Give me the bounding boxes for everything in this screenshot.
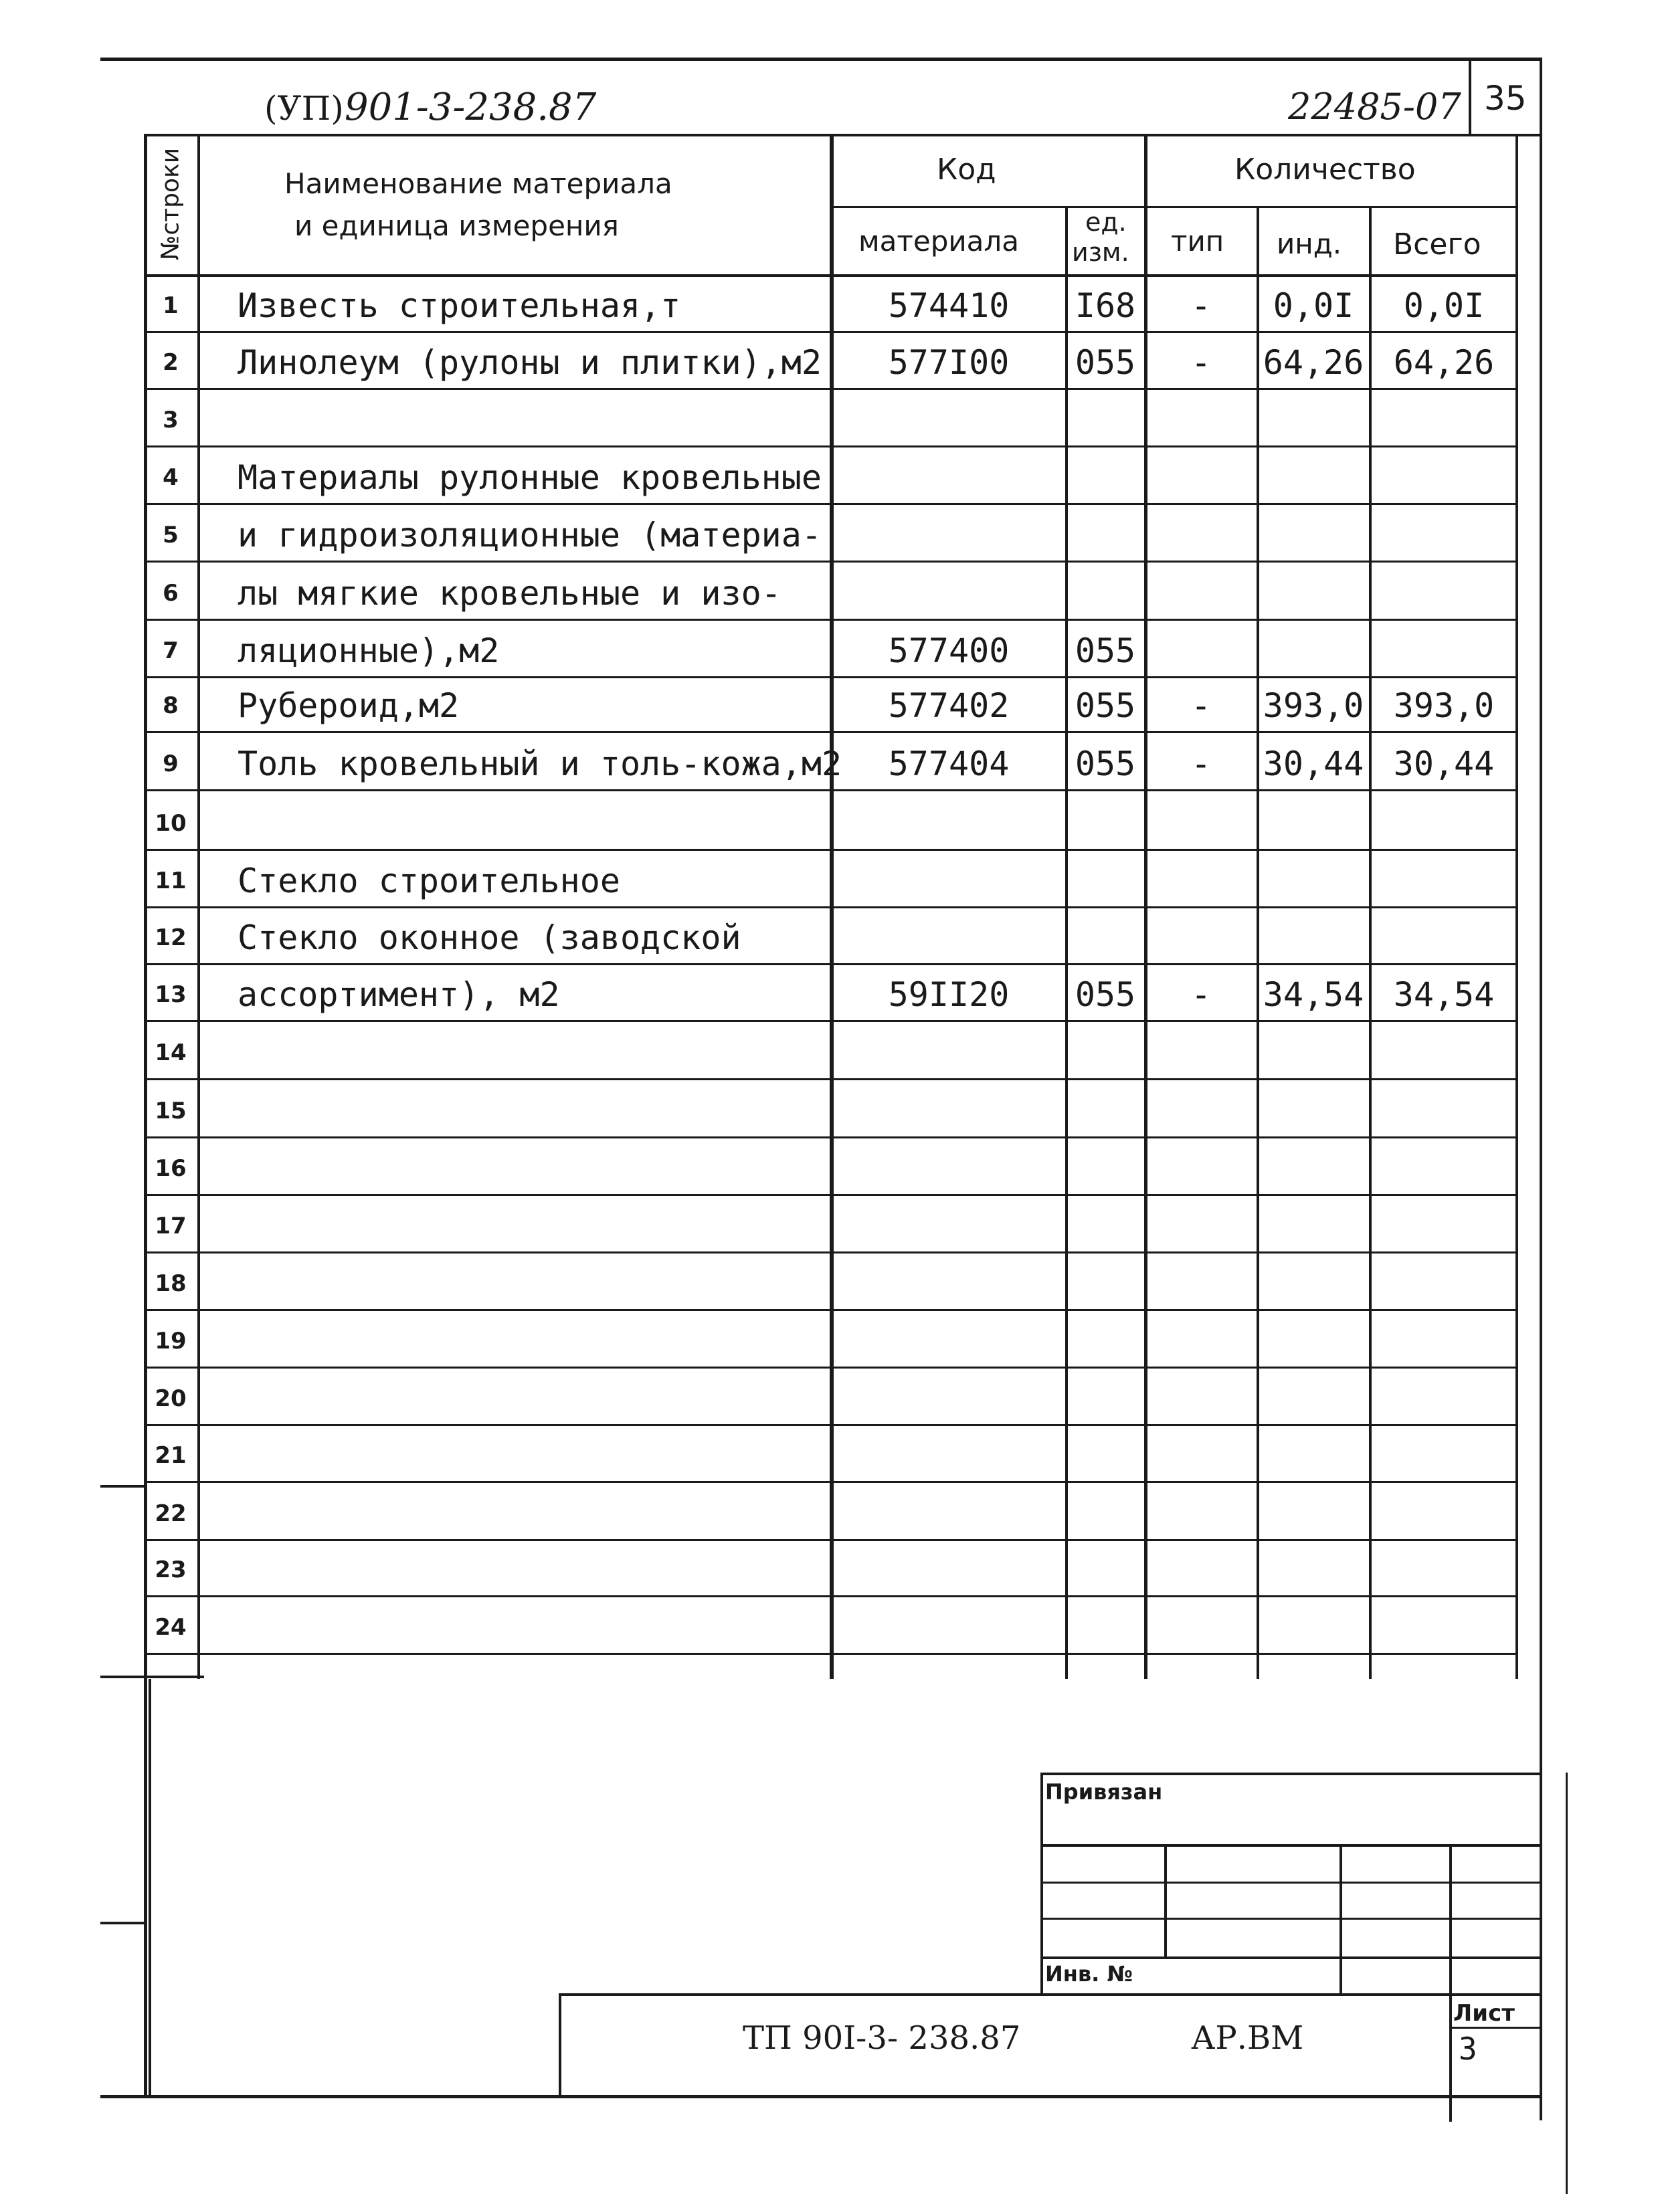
row-number: 7 xyxy=(163,637,179,664)
table-row-line xyxy=(144,1136,1518,1138)
stamp-line-a xyxy=(1040,1844,1542,1847)
cell-unit: 055 xyxy=(1075,343,1136,382)
qty-ind-header: инд. xyxy=(1277,227,1342,260)
row-number: 15 xyxy=(155,1098,187,1124)
cell-type: - xyxy=(1190,744,1212,783)
cell-ind: 64,26 xyxy=(1263,343,1364,382)
table-row-line xyxy=(144,849,1518,851)
row-number: 13 xyxy=(155,981,187,1008)
row-number: 6 xyxy=(163,580,179,607)
cell-total: 0,0I xyxy=(1403,286,1485,325)
row-number: 3 xyxy=(163,407,179,433)
cell-name: Известь строительная,т xyxy=(238,286,681,325)
cell-code: 574410 xyxy=(888,286,1010,325)
stamp-main-left-line xyxy=(559,1993,561,2097)
stamp-designation: ТП 90I-3- 238.87 xyxy=(743,2019,1021,2057)
row-number: 11 xyxy=(155,868,187,894)
cell-name: Стекло строительное xyxy=(238,862,620,900)
cell-type: - xyxy=(1190,343,1212,382)
cell-type: - xyxy=(1190,686,1212,725)
table-row-line xyxy=(144,1653,1518,1655)
left-margin-mark-1 xyxy=(100,1485,147,1488)
table-row-line xyxy=(144,388,1518,390)
qty-type-header: тип xyxy=(1171,225,1224,258)
table-row-line xyxy=(144,1194,1518,1196)
cell-unit: I68 xyxy=(1075,286,1136,325)
cell-ind: 0,0I xyxy=(1273,286,1354,325)
table-bottom-extension xyxy=(100,1676,204,1678)
stamp-line-b xyxy=(1040,1882,1542,1884)
row-number: 22 xyxy=(155,1500,187,1527)
cell-name: ассортимент), м2 xyxy=(238,975,560,1014)
stamp-line-d xyxy=(1040,1956,1542,1959)
cell-name: Толь кровельный и толь-кожа,м2 xyxy=(238,744,842,783)
stamp-col-2 xyxy=(1340,1844,1342,1995)
cell-name: Материалы рулонные кровельные xyxy=(238,458,822,497)
cell-unit: 055 xyxy=(1075,686,1136,725)
left-margin-mark-2 xyxy=(100,1922,147,1924)
row-number: 1 xyxy=(163,292,179,319)
frame-left-lower xyxy=(149,1679,151,2097)
doc-handwritten-number: 901-3-238.87 xyxy=(345,86,597,129)
row-number: 23 xyxy=(155,1556,187,1583)
stamp-top-line xyxy=(1040,1773,1542,1775)
stamp-main-top-line xyxy=(559,1993,1542,1996)
row-number: 24 xyxy=(155,1614,187,1641)
table-row-line xyxy=(144,445,1518,447)
sheet-value: 3 xyxy=(1459,2031,1477,2067)
cell-total: 34,54 xyxy=(1393,975,1495,1014)
stamp-col-1 xyxy=(1164,1844,1167,1956)
page-number: 35 xyxy=(1484,79,1527,118)
table-row-line xyxy=(144,1078,1518,1080)
rownum-header: №строки xyxy=(157,147,185,261)
row-number: 5 xyxy=(163,522,179,548)
cell-total: 393,0 xyxy=(1393,686,1495,725)
table-row-line xyxy=(144,1309,1518,1311)
code-material-header: материала xyxy=(858,225,1020,258)
table-row-line xyxy=(144,331,1518,333)
code-unit-header-line1: ед. xyxy=(1085,207,1127,237)
stamp-linked-label: Привязан xyxy=(1045,1779,1163,1805)
cell-ind: 30,44 xyxy=(1263,744,1364,783)
stamp-line-c xyxy=(1040,1918,1542,1920)
row-number: 12 xyxy=(155,924,187,951)
row-number: 19 xyxy=(155,1328,187,1354)
row-number: 9 xyxy=(163,750,179,777)
cell-name: Линолеум (рулоны и плитки),м2 xyxy=(238,343,822,382)
stamp-inv-label: Инв. № xyxy=(1045,1961,1133,1987)
cell-name: лы мягкие кровельные и изо- xyxy=(238,574,781,613)
cell-type: - xyxy=(1190,975,1212,1014)
row-number: 17 xyxy=(155,1213,187,1239)
table-row-line xyxy=(144,503,1518,505)
cell-code: 59II20 xyxy=(888,975,1010,1014)
cell-name: ляционные),м2 xyxy=(238,631,500,670)
row-number: 14 xyxy=(155,1039,187,1066)
cell-name: Рубероид,м2 xyxy=(238,686,460,725)
table-row-line xyxy=(144,731,1518,733)
cell-total: 30,44 xyxy=(1393,744,1495,783)
cell-code: 577404 xyxy=(888,744,1010,783)
table-row-line xyxy=(144,676,1518,678)
page-bottom-line xyxy=(100,2095,1542,2098)
qty-total-header: Всего xyxy=(1393,227,1481,262)
table-row-line xyxy=(144,1539,1518,1541)
row-number: 8 xyxy=(163,692,179,719)
table-row-line xyxy=(144,1595,1518,1597)
row-number: 18 xyxy=(155,1270,187,1297)
cell-total: 64,26 xyxy=(1393,343,1495,382)
table-row-line xyxy=(144,1424,1518,1426)
table-row-line xyxy=(144,963,1518,965)
cell-ind: 34,54 xyxy=(1263,975,1364,1014)
table-row-line xyxy=(144,619,1518,621)
row-number: 20 xyxy=(155,1385,187,1412)
table-row-line xyxy=(144,789,1518,791)
name-header-line2: и единица измерения xyxy=(294,209,619,242)
table-row-line xyxy=(144,1251,1518,1253)
cell-ind: 393,0 xyxy=(1263,686,1364,725)
table-row-line xyxy=(144,561,1518,563)
row-number: 16 xyxy=(155,1155,187,1182)
cell-type: - xyxy=(1190,286,1212,325)
code-unit-header-line2: изм. xyxy=(1072,237,1129,267)
row-number: 21 xyxy=(155,1442,187,1469)
table-row-line xyxy=(144,906,1518,908)
archive-number: 22485-07 xyxy=(1288,86,1461,128)
stamp-left-line xyxy=(1040,1773,1043,1995)
sheet-box-left xyxy=(1449,1993,1452,2097)
sheet-box-divider xyxy=(1449,2027,1542,2029)
table-row-line xyxy=(144,1367,1518,1369)
cell-unit: 055 xyxy=(1075,744,1136,783)
code-header: Код xyxy=(937,153,996,187)
cell-unit: 055 xyxy=(1075,631,1136,670)
stamp-section: АР.ВМ xyxy=(1191,2019,1304,2057)
table-row-line xyxy=(144,1020,1518,1022)
quantity-header: Количество xyxy=(1234,153,1416,187)
name-header-line1: Наименование материала xyxy=(284,167,672,200)
cell-code: 577400 xyxy=(888,631,1010,670)
doc-prefix: (УП) xyxy=(264,89,344,128)
cell-unit: 055 xyxy=(1075,975,1136,1014)
sheet-label: Лист xyxy=(1453,2000,1515,2027)
table-row-line xyxy=(144,1481,1518,1483)
cell-code: 577I00 xyxy=(888,343,1010,382)
row-number: 2 xyxy=(163,349,179,376)
cell-name: Стекло оконное (заводской xyxy=(238,918,741,957)
row-number: 4 xyxy=(163,464,179,491)
cell-code: 577402 xyxy=(888,686,1010,725)
cell-name: и гидроизоляционные (материа- xyxy=(238,516,822,555)
row-number: 10 xyxy=(155,810,187,837)
